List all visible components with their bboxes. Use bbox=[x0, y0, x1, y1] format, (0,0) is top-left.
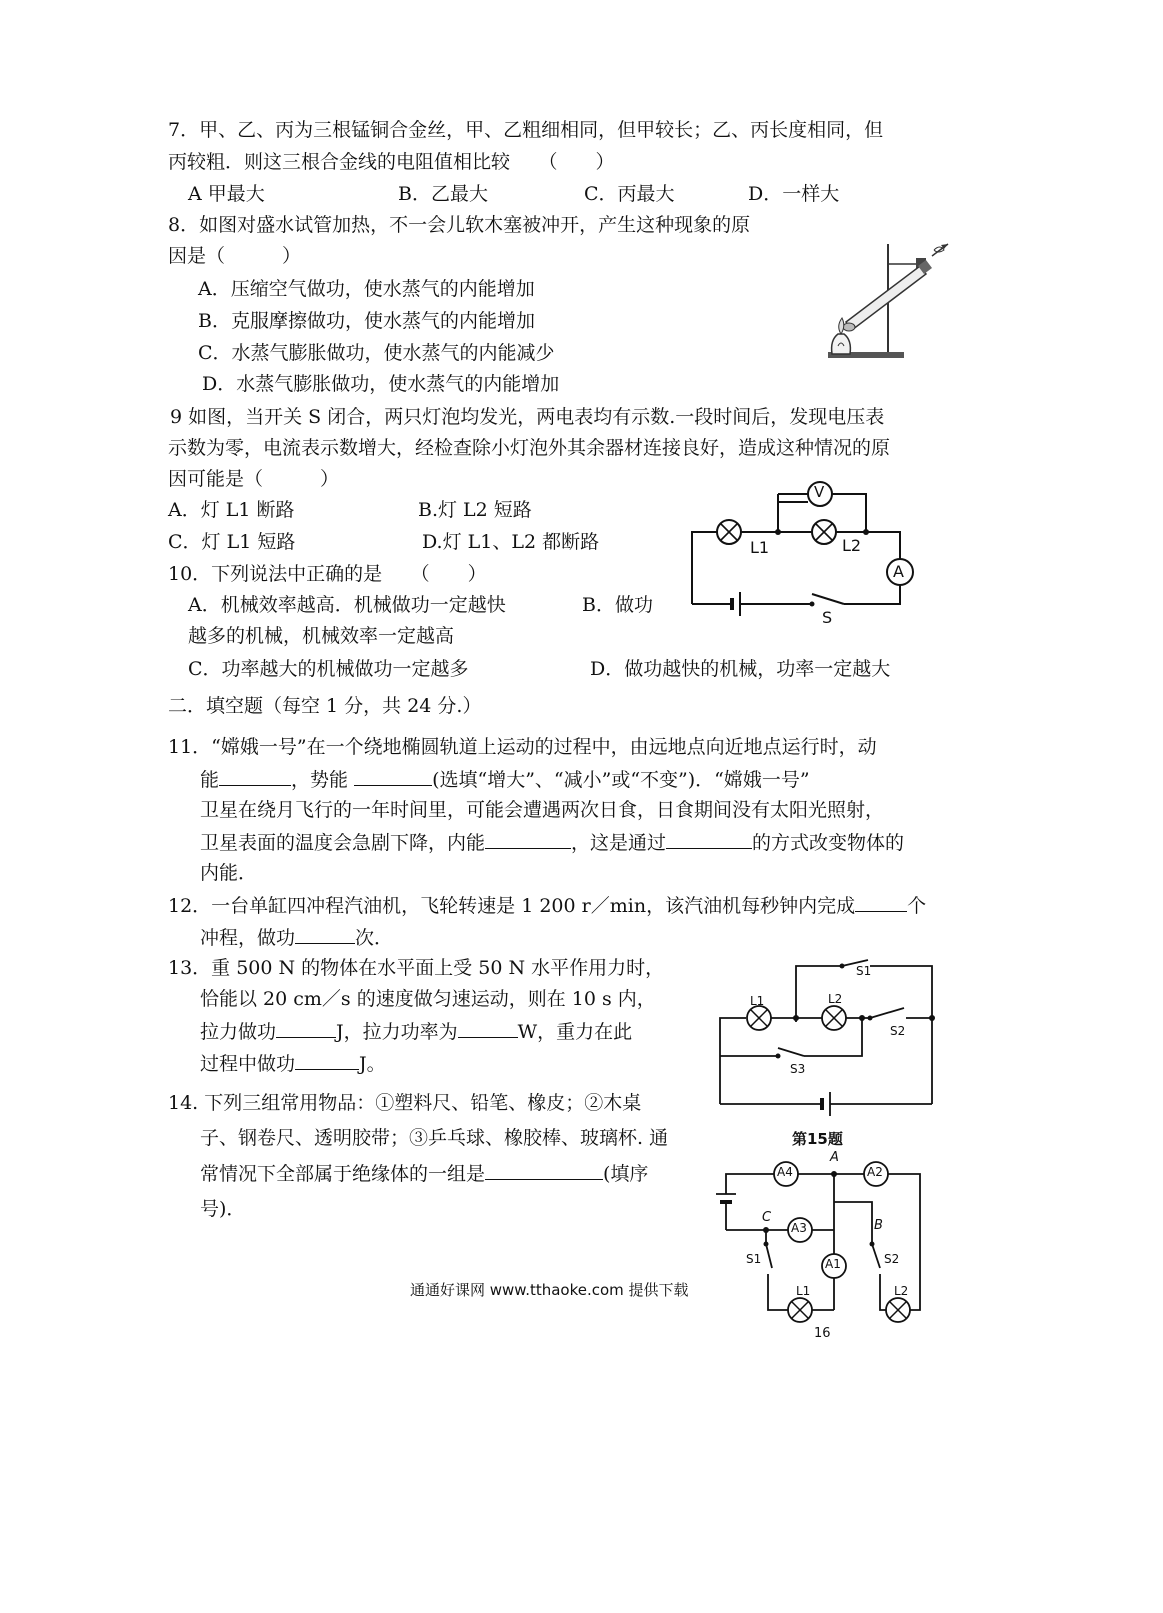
q11-blank-potential[interactable] bbox=[354, 767, 432, 786]
fig16-s1-label: S1 bbox=[746, 1252, 762, 1266]
q14-blank-insulator-group[interactable] bbox=[485, 1161, 603, 1180]
q11-text-e: ，这是通过 bbox=[571, 832, 667, 854]
q11-line4 bbox=[200, 830, 904, 855]
node-b-label: B bbox=[874, 1218, 883, 1233]
q8-line1: 8．如图对盛水试管加热，不一会儿软木塞被冲开，产生这种现象的原 bbox=[168, 214, 751, 236]
q13-blank-gravity-work[interactable] bbox=[295, 1051, 359, 1070]
lamp2-label: L2 bbox=[842, 536, 862, 555]
q9-option-d: D.灯 L1、L2 都断路 bbox=[422, 531, 600, 553]
q13-text-d: 过程中做功 bbox=[200, 1053, 296, 1075]
q9-option-c: C．灯 L1 短路 bbox=[168, 531, 296, 553]
q9-line2: 示数为零，电流表示数增大，经检查除小灯泡外其余器材连接良好，造成这种情况的原 bbox=[168, 437, 891, 459]
q12-line2 bbox=[200, 925, 393, 950]
figure16-caption: 16 bbox=[814, 1326, 831, 1341]
figure15-caption: 第15题 bbox=[792, 1130, 843, 1148]
ammeter-a1-label: A1 bbox=[825, 1257, 841, 1271]
q7-line2: 丙较粗．则这三根合金线的电阻值相比较 （ ） bbox=[168, 151, 615, 173]
q10-option-b-part2: 越多的机械，机械效率一定越高 bbox=[188, 625, 455, 647]
q13-text-c: W，重力在此 bbox=[517, 1021, 633, 1043]
q13-line2: 恰能以 20 cm／s 的速度做匀速运动，则在 10 s 内， bbox=[200, 988, 656, 1010]
q12-text-c: 冲程，做功 bbox=[200, 927, 296, 949]
q9-option-b: B.灯 L2 短路 bbox=[418, 499, 532, 521]
q11-blank-internal-energy[interactable] bbox=[485, 830, 571, 849]
q13-blank-power[interactable] bbox=[458, 1019, 518, 1038]
q11-text-f: 的方式改变物体的 bbox=[752, 832, 905, 854]
voltmeter-label: V bbox=[814, 483, 825, 501]
fig15-s1-label: S1 bbox=[856, 964, 872, 978]
figure16-circuit bbox=[712, 1150, 932, 1341]
q8-option-d: D．水蒸气膨胀做功，使水蒸气的内能增加 bbox=[202, 373, 560, 395]
q10-option-d: D．做功越快的机械，功率一定越大 bbox=[590, 658, 891, 680]
q11-text-a: 能 bbox=[200, 769, 220, 791]
ammeter-a4-label: A4 bbox=[777, 1165, 793, 1179]
q12-text-a: 12．一台单缸四冲程汽油机，飞轮转速是 1 200 r／min，该汽油机每秒钟内完成 bbox=[168, 895, 856, 917]
q13-blank-work[interactable] bbox=[276, 1019, 336, 1038]
ammeter-a3-label: A3 bbox=[791, 1221, 807, 1235]
switch-label: S bbox=[822, 608, 833, 627]
fig15-l2-label: L2 bbox=[828, 992, 843, 1006]
q8-option-a: A．压缩空气做功，使水蒸气的内能增加 bbox=[198, 278, 535, 300]
node-a-label: A bbox=[830, 1150, 839, 1165]
q13-line4 bbox=[200, 1051, 386, 1076]
q10-line1: 10．下列说法中正确的是 （ ） bbox=[168, 563, 487, 585]
fig16-l2-label: L2 bbox=[894, 1284, 909, 1298]
footer-text: 通通好课网 www.tthaoke.com 提供下载 bbox=[410, 1281, 689, 1299]
q10-option-b-part1: B．做功 bbox=[582, 594, 653, 616]
q13-text-b: J，拉力功率为 bbox=[336, 1021, 458, 1043]
q14-line1: 14. 下列三组常用物品：①塑料尺、铅笔、橡皮；②木桌 bbox=[168, 1092, 642, 1114]
section2-heading: 二．填空题（每空 1 分，共 24 分.） bbox=[168, 695, 482, 717]
q11-text-d: 卫星表面的温度会急剧下降，内能 bbox=[200, 832, 486, 854]
fig15-l1-label: L1 bbox=[750, 994, 765, 1008]
q14-line3 bbox=[200, 1161, 648, 1186]
q14-line4: 号)． bbox=[200, 1198, 246, 1220]
fig15-s3-label: S3 bbox=[790, 1062, 806, 1076]
ammeter-a2-label: A2 bbox=[867, 1165, 883, 1179]
q9-line1: 9 如图，当开关 S 闭合，两只灯泡均发光，两电表均有示数.一段时间后，发现电压表 bbox=[170, 406, 885, 428]
q11-line3: 卫星在绕月飞行的一年时间里，可能会遭遇两次日食，日食期间没有太阳光照射， bbox=[200, 799, 885, 821]
q14-text-b: (填序 bbox=[603, 1163, 649, 1185]
q11-line1: 11．“嫦娥一号”在一个绕地椭圆轨道上运动的过程中，由远地点向近地点运行时，动 bbox=[168, 736, 877, 758]
figure15-circuit bbox=[712, 958, 938, 1118]
q10-option-a: A．机械效率越高．机械做功一定越快 bbox=[188, 594, 506, 616]
q7-line1: 7．甲、乙、丙为三根锰铜合金丝，甲、乙粗细相同，但甲较长；乙、丙长度相同，但 bbox=[168, 119, 884, 141]
q8-option-c: C．水蒸气膨胀做功，使水蒸气的内能减少 bbox=[198, 342, 555, 364]
q12-blank-work[interactable] bbox=[295, 925, 355, 944]
q11-line2 bbox=[200, 767, 810, 792]
q11-text-b: ，势能 bbox=[291, 769, 349, 791]
q14-line2: 子、钢卷尺、透明胶带；③乒乓球、橡胶棒、玻璃杯. 通 bbox=[200, 1127, 669, 1149]
lamp1-label: L1 bbox=[750, 538, 770, 557]
q14-text-a: 常情况下全部属于绝缘体的一组是 bbox=[200, 1163, 486, 1185]
node-c-label: C bbox=[762, 1210, 772, 1225]
q8-option-b: B．克服摩擦做功，使水蒸气的内能增加 bbox=[198, 310, 535, 332]
q11-text-c: (选填“增大”、“减小”或“不变”)．“嫦娥一号” bbox=[432, 769, 810, 791]
q7-option-d: D．一样大 bbox=[748, 183, 840, 205]
q9-line3: 因可能是（ ） bbox=[168, 468, 340, 490]
q7-option-a: A 甲最大 bbox=[188, 183, 265, 205]
q13-text-a: 拉力做功 bbox=[200, 1021, 277, 1043]
q12-blank-strokes[interactable] bbox=[855, 893, 907, 912]
q7-option-c: C．丙最大 bbox=[584, 183, 675, 205]
q11-blank-method[interactable] bbox=[666, 830, 752, 849]
ammeter-label: A bbox=[893, 562, 904, 581]
q8-line2: 因是（ ） bbox=[168, 245, 302, 267]
q13-line1: 13．重 500 N 的物体在水平面上受 50 N 水平作用力时， bbox=[168, 957, 665, 979]
q13-text-e: J。 bbox=[359, 1053, 386, 1075]
q11-line5: 内能． bbox=[200, 862, 258, 884]
fig16-l1-label: L1 bbox=[796, 1284, 811, 1298]
q9-option-a: A．灯 L1 断路 bbox=[168, 499, 295, 521]
q12-text-b: 个 bbox=[907, 895, 927, 917]
fig15-s2-label: S2 bbox=[890, 1024, 906, 1038]
fig16-s2-label: S2 bbox=[884, 1252, 900, 1266]
q12-line1 bbox=[168, 893, 926, 918]
q11-blank-kinetic[interactable] bbox=[219, 767, 291, 786]
q9-circuit-figure bbox=[682, 478, 922, 630]
test-tube-heating-figure bbox=[822, 236, 962, 364]
q12-text-d: 次． bbox=[355, 927, 394, 949]
q7-option-b: B．乙最大 bbox=[398, 183, 488, 205]
q10-option-c: C．功率越大的机械做功一定越多 bbox=[188, 658, 469, 680]
q13-line3 bbox=[200, 1019, 632, 1044]
